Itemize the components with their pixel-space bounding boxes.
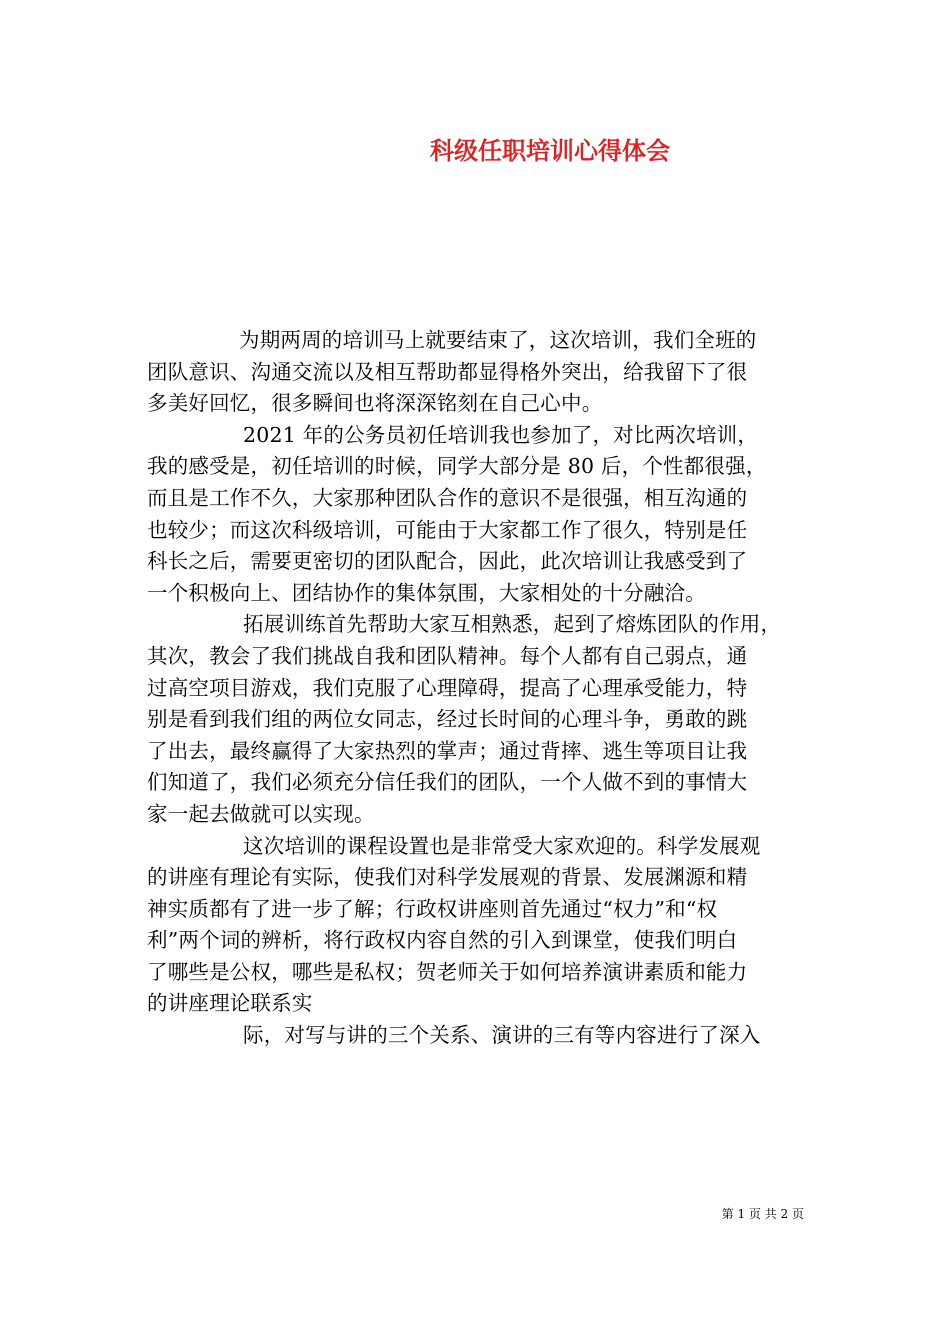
paragraph-4-line-5: 了哪些是公权，哪些是私权；贺老师关于如何培养演讲素质和能力 [147, 959, 748, 984]
paragraph-3-line-1: 拓展训练首先帮助大家互相熟悉，起到了熔炼团队的作用， [243, 612, 782, 637]
document-title: 科级任职培训心得体会 [430, 136, 670, 165]
document-body [147, 325, 817, 1052]
paragraph-2-line-5: 科长之后，需要更密切的团队配合，因此，此次培训让我感受到了 [147, 549, 748, 574]
paragraph-4-line-4: 利”两个词的辨析，将行政权内容自然的引入到课堂，使我们明白 [147, 928, 738, 953]
paragraph-1-line-1: 为期两周的培训马上就要结束了，这次培训，我们全班的 [239, 328, 757, 352]
paragraph-3-line-2: 其次，教会了我们挑战自我和团队精神。每个人都有自己弱点，通 [147, 643, 748, 668]
paragraph-2-line-2: 我的感受是，初任培训的时候，同学大部分是 80 后，个性都很强， [147, 454, 767, 479]
paragraph-3-line-6: 们知道了，我们必须充分信任我们的团队，一个人做不到的事情大 [147, 770, 748, 795]
paragraph-4-line-6: 的讲座理论联系实 [147, 991, 313, 1016]
paragraph-2-line-4: 也较少；而这次科级培训，可能由于大家都工作了很久，特别是任 [147, 517, 748, 542]
paragraph-2-line-1: 2021 年的公务员初任培训我也参加了，对比两次培训， [243, 422, 759, 447]
paragraph-2-line-6: 一个积极向上、团结协作的集体氛围，大家相处的十分融洽。 [147, 580, 706, 605]
paragraph-3-line-7: 家一起去做就可以实现。 [147, 801, 375, 826]
paragraph-1-line-2: 团队意识、沟通交流以及相互帮助都显得格外突出，给我留下了很 [147, 359, 748, 384]
paragraph-4-line-3: 神实质都有了进一步了解；行政权讲座则首先通过“权力”和“权 [147, 896, 718, 921]
paragraph-3-line-5: 了出去，最终赢得了大家热烈的掌声；通过背摔、逃生等项目让我 [147, 738, 748, 763]
paragraph-3-line-4: 别是看到我们组的两位女同志，经过长时间的心理斗争，勇敢的跳 [147, 707, 748, 732]
page-number-footer: 第 1 页 共 2 页 [721, 1207, 804, 1221]
paragraph-1-line-3: 多美好回忆，很多瞬间也将深深铭刻在自己心中。 [147, 391, 603, 416]
paragraph-4-line-1: 这次培训的课程设置也是非常受大家欢迎的。科学发展观 [243, 833, 761, 858]
paragraph-3-line-3: 过高空项目游戏，我们克服了心理障碍，提高了心理承受能力，特 [147, 675, 748, 700]
paragraph-5-line-1: 际，对写与讲的三个关系、演讲的三有等内容进行了深入 [243, 1023, 761, 1048]
paragraph-2-line-3: 而且是工作不久，大家那种团队合作的意识不是很强，相互沟通的 [147, 485, 748, 510]
paragraph-4-line-2: 的讲座有理论有实际，使我们对科学发展观的背景、发展渊源和精 [147, 865, 748, 890]
